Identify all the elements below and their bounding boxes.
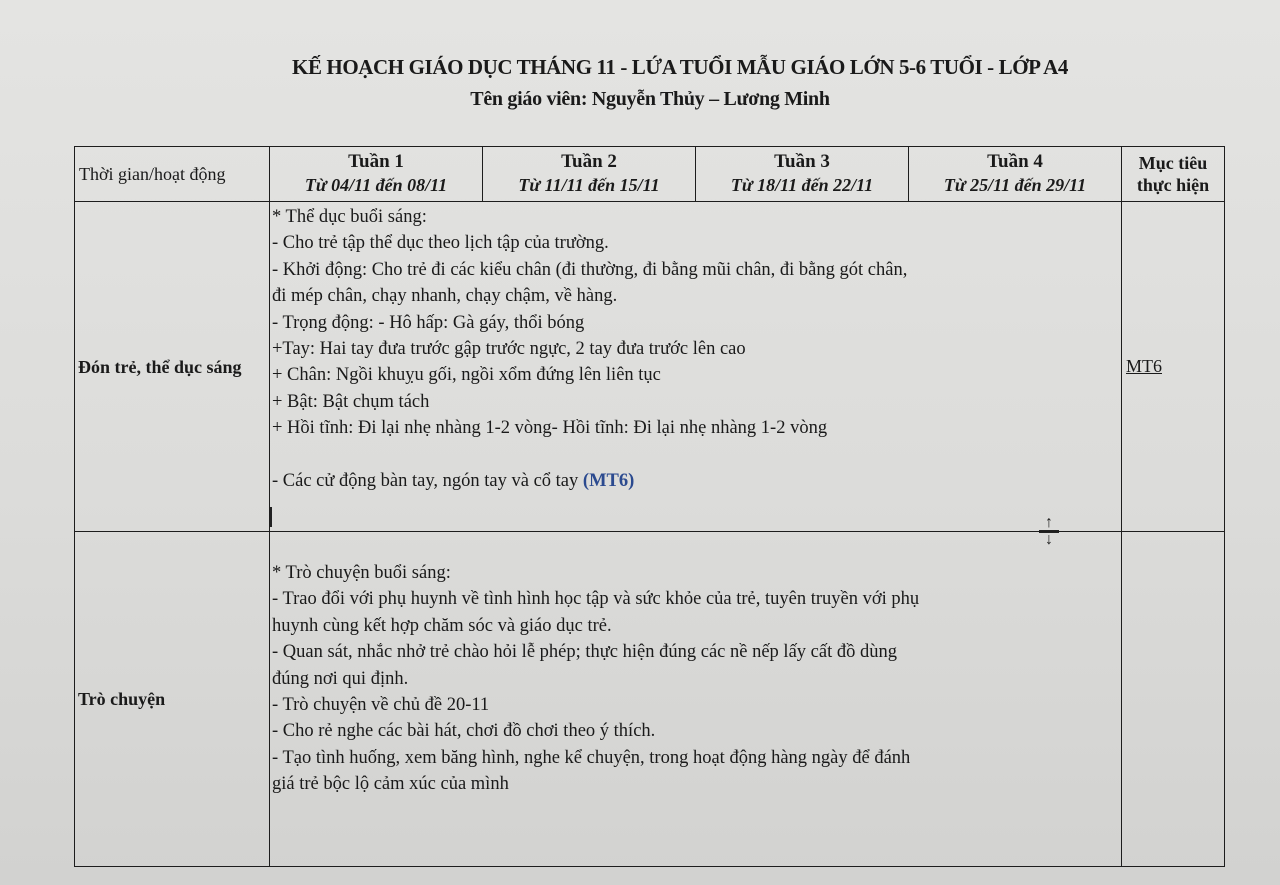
week-range: Từ 04/11 đến 08/11 xyxy=(304,175,448,195)
content-line: - Khởi động: Cho trẻ đi các kiểu chân (đi thường, đi bằng mũi chân, đi bằng gót chân, xyxy=(272,259,908,280)
content-line: giá trẻ bộc lộ cảm xúc của mình xyxy=(272,774,509,795)
header-week-2 xyxy=(483,147,696,202)
content-line: - Quan sát, nhắc nhở trẻ chào hỏi lễ phép; thực hiện đúng các nề nếp lấy cất đồ dùng xyxy=(272,642,897,663)
week-range: Từ 25/11 đến 29/11 xyxy=(943,175,1087,195)
document-title: KẾ HOẠCH GIÁO DỤC THÁNG 11 - LỨA TUỔI MẪU GIÁO LỚN 5-6 TUỔI - LỚP A4 xyxy=(292,55,1068,79)
content-line: đúng nơi qui định. xyxy=(272,668,409,689)
row-target-morning: MT6 xyxy=(1122,202,1225,532)
week-label: Tuần 4 xyxy=(987,151,1043,172)
table-row-chat xyxy=(75,532,1225,867)
blank-line xyxy=(272,442,1121,468)
header-week-3 xyxy=(696,147,909,202)
content-line: + Hồi tĩnh: Đi lại nhẹ nhàng 1-2 vòng- Hồi tĩnh: Đi lại nhẹ nhàng 1-2 vòng xyxy=(272,418,828,439)
row-target-chat xyxy=(1122,532,1225,867)
header-activity: Thời gian/hoạt động xyxy=(75,147,270,202)
content-line: - Tạo tình huống, xem băng hình, nghe kể chuyện, trong hoạt động hàng ngày để đánh xyxy=(272,747,911,768)
content-line: - Cho rẻ nghe các bài hát, chơi đồ chơi theo ý thích. xyxy=(272,721,656,742)
row-content-morning xyxy=(270,202,1122,548)
content-line: + Bật: Bật chụm tách xyxy=(272,391,430,412)
content-line: huynh cùng kết hợp chăm sóc và giáo dục trẻ. xyxy=(272,615,612,636)
content-line: - Trọng động: - Hô hấp: Gà gáy, thổi bóng xyxy=(272,312,585,333)
table-row-morning xyxy=(75,202,1225,532)
week-label: Tuần 3 xyxy=(774,151,830,172)
row-resize-handle-icon[interactable]: ↑ ↓ xyxy=(1039,517,1059,543)
content-line: - Trò chuyện về chủ đề 20-11 xyxy=(272,695,490,716)
content-line: + Chân: Ngồi khuỵu gối, ngồi xổm đứng lên liên tục xyxy=(272,365,661,386)
content-line-with-code xyxy=(272,468,1121,494)
content-line: * Trò chuyện buổi sáng: xyxy=(272,563,451,583)
education-plan-table xyxy=(74,146,1225,867)
content-line: +Tay: Hai tay đưa trước gập trước ngực, 2 tay đưa trước lên cao xyxy=(272,339,746,360)
row-label-morning: Đón trẻ, thể dục sáng xyxy=(75,202,270,532)
content-line: đi mép chân, chạy nhanh, chạy chậm, về hàng. xyxy=(272,286,618,307)
week-range: Từ 18/11 đến 22/11 xyxy=(730,175,874,195)
content-text: - Các cử động bàn tay, ngón tay và cổ tay xyxy=(272,470,579,491)
header-week-1 xyxy=(270,147,483,202)
week-range: Từ 11/11 đến 15/11 xyxy=(518,175,660,195)
text-cursor xyxy=(270,507,272,527)
row-content-chat xyxy=(270,532,1122,867)
content-line: - Trao đổi với phụ huynh về tình hình học tập và sức khỏe của trẻ, tuyên truyền với phụ xyxy=(272,589,920,610)
week-label: Tuần 2 xyxy=(561,151,617,172)
teacher-line: Tên giáo viên: Nguyễn Thủy – Lương Minh xyxy=(470,88,830,110)
row-label-chat: Trò chuyện xyxy=(75,532,270,867)
target-line-2: thực hiện xyxy=(1136,175,1210,195)
target-line-1: Mục tiêu xyxy=(1138,153,1208,173)
week-label: Tuần 1 xyxy=(348,151,404,172)
header-week-4 xyxy=(909,147,1122,202)
mt6-code: (MT6) xyxy=(582,470,635,491)
content-line: * Thể dục buổi sáng: xyxy=(272,207,427,227)
table-header-row xyxy=(75,147,1225,202)
content-line: - Cho trẻ tập thể dục theo lịch tập của trường. xyxy=(272,233,609,254)
blank-line xyxy=(272,534,1121,560)
header-target xyxy=(1122,147,1225,202)
